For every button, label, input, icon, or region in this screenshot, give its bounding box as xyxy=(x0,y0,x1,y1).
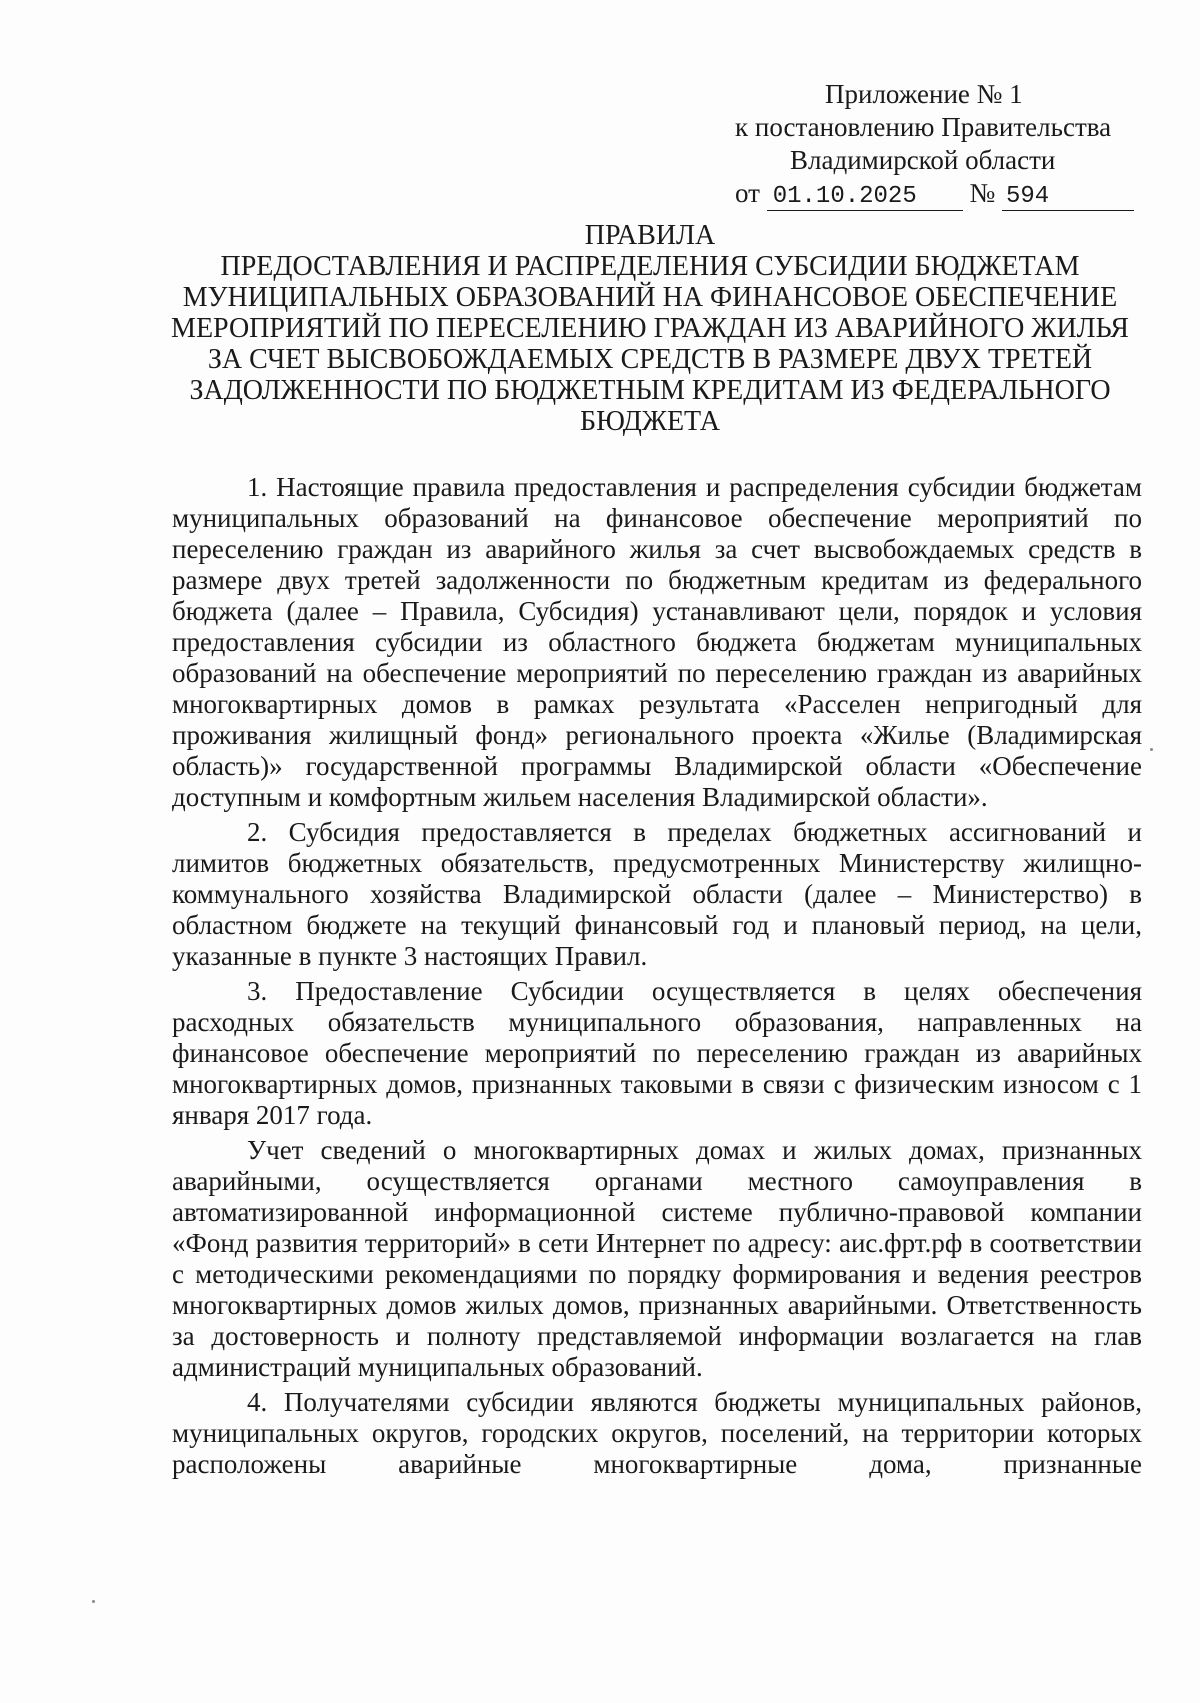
annex-line-2: к постановлению Правительства xyxy=(735,112,1112,142)
annex-line-1: Приложение № 1 xyxy=(825,79,1023,109)
paragraph-3-continued: Учет сведений о многоквартирных домах и жилых домах, признанных аварийными, осуществляется органами местного самоуправления в автоматизированной информационной системе публично-правовой компании «Фонд развития территорий» в сети Интернет по адресу: аис.фрт.рф в соответствии с методическими рекомендациями по порядку формирования и ведения реестров многоквартирных домов жилых домов, признанных аварийными. Ответственность за достоверность и полноту представляемой информации возлагается на глав администраций муниципальных образований. xyxy=(172,1135,1142,1382)
number-label: № xyxy=(969,178,996,208)
paragraph-2: 2. Субсидия предоставляется в пределах бюджетных ассигнований и лимитов бюджетных обязательств, предусмотренных Министерству жилищно-коммунального хозяйства Владимирской области (далее – Министерство) в областном бюджете на текущий финансовый год и плановый период, на цели, указанные в пункте 3 настоящих Правил. xyxy=(172,817,1142,971)
paragraph-1: 1. Настоящие правила предоставления и распределения субсидии бюджетам муниципальных образований на финансовое обеспечение мероприятий по переселению граждан из аварийного жилья за счет высвобождаемых средств в размере двух третей задолженности по бюджетным кредитам из федерального бюджета (далее – Правила, Субсидия) устанавливают цели, порядок и условия предоставления субсидии из областного бюджета бюджетам муниципальных образований на обеспечение мероприятий по переселению граждан из аварийных многоквартирных домов в рамках результата «Расселен непригодный для проживания жилищный фонд» регионального проекта «Жилье (Владимирская область)» государственной программы Владимирской области «Обеспечение доступным и комфортным жильем населения Владимирской области». xyxy=(172,472,1142,812)
annex-date-number-line xyxy=(735,177,1155,211)
scan-speck xyxy=(92,1600,95,1603)
document-body xyxy=(172,472,1142,1484)
resolution-number: 594 xyxy=(1002,184,1134,211)
title-heading: ПРАВИЛА xyxy=(584,220,716,251)
paragraph-4: 4. Получателями субсидии являются бюджеты муниципальных районов, муниципальных округов, городских округов, поселений, на территории которых расположены аварийные многоквартирные дома, признанные xyxy=(172,1387,1142,1479)
annex-header xyxy=(735,78,1155,211)
annex-line-3: Владимирской области xyxy=(790,145,1056,175)
resolution-date: 01.10.2025 xyxy=(767,184,963,211)
title-subtitle: ПРЕДОСТАВЛЕНИЯ И РАСПРЕДЕЛЕНИЯ СУБСИДИИ БЮДЖЕТАМ МУНИЦИПАЛЬНЫХ ОБРАЗОВАНИЙ НА ФИНАНСОВОЕ ОБЕСПЕЧЕНИЕ МЕРОПРИЯТИЙ ПО ПЕРЕСЕЛЕНИЮ ГРАЖДАН ИЗ АВАРИЙНОГО ЖИЛЬЯ ЗА СЧЕТ ВЫСВОБОЖДАЕМЫХ СРЕДСТВ В РАЗМЕРЕ ДВУХ ТРЕТЕЙ ЗАДОЛЖЕННОСТИ ПО БЮДЖЕТНЫМ КРЕДИТАМ ИЗ ФЕДЕРАЛЬНОГО БЮДЖЕТА xyxy=(171,251,1129,437)
scan-speck xyxy=(1150,748,1153,751)
paragraph-3: 3. Предоставление Субсидии осуществляется в целях обеспечения расходных обязательств муниципального образования, направленных на финансовое обеспечение мероприятий по переселению граждан из аварийных многоквартирных домов, признанных таковыми в связи с физическим износом с 1 января 2017 года. xyxy=(172,976,1142,1130)
document-title xyxy=(170,220,1130,437)
from-label: от xyxy=(735,178,760,208)
